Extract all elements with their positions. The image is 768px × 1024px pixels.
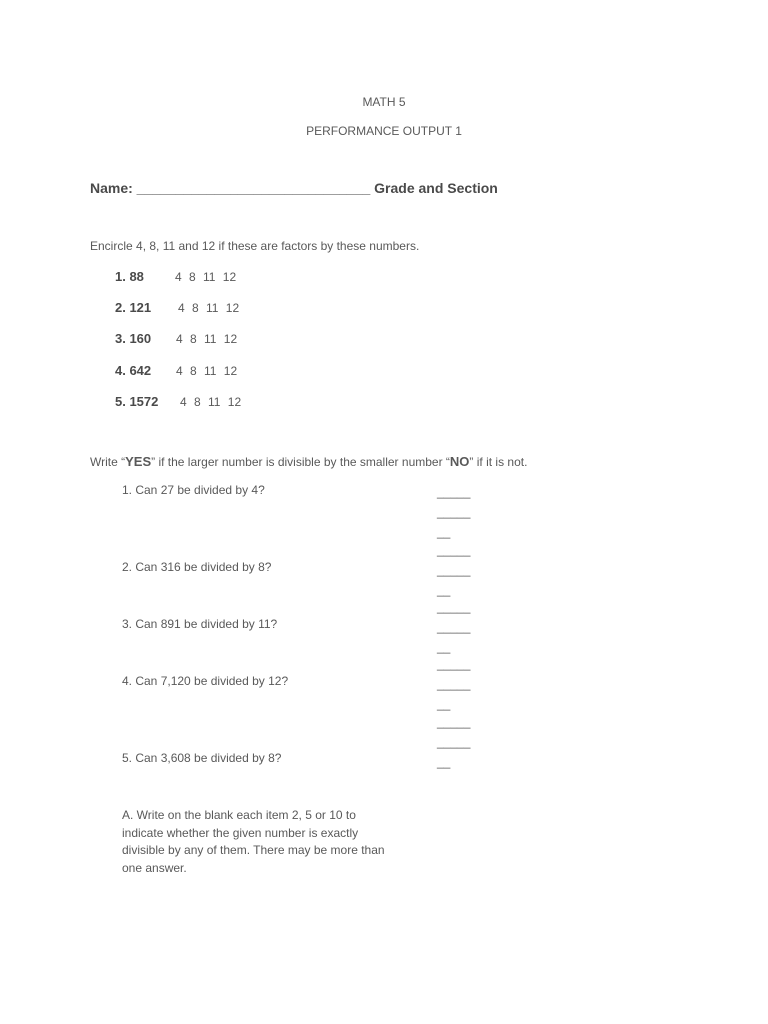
subject-title: MATH 5 — [362, 95, 406, 109]
part1-item-label: 4. 642 — [115, 363, 152, 378]
question-item: 5. Can 3,608 be divided by 8? — [122, 751, 282, 765]
answer-blank[interactable]: __ — [437, 755, 451, 769]
part2-instruction-post: ” if it is not. — [469, 455, 528, 469]
answer-blank[interactable]: __ — [437, 583, 451, 597]
part1-item-label: 1. 88 — [115, 269, 144, 284]
answer-blank[interactable]: _____ — [437, 505, 471, 519]
part1-item-choices: 4 8 11 12 — [176, 364, 238, 378]
question-item: 1. Can 27 be divided by 4? — [122, 483, 265, 497]
answer-blank[interactable]: __ — [437, 697, 451, 711]
yes-keyword: YES — [125, 454, 152, 469]
part1-item-choices: 4 8 11 12 — [178, 301, 240, 315]
part1-item-choices: 4 8 11 12 — [175, 270, 237, 284]
answer-blank[interactable]: _____ — [437, 600, 471, 614]
part1-item-label: 3. 160 — [115, 331, 152, 346]
part2-instruction-mid: ” if the larger number is divisible by the smaller number “ — [151, 455, 450, 469]
answer-blank[interactable]: _____ — [437, 715, 471, 729]
part1-item-label: 5. 1572 — [115, 394, 159, 409]
part2-instruction — [90, 454, 527, 469]
part2-instruction-pre: Write “ — [90, 455, 126, 469]
part1-instruction: Encircle 4, 8, 11 and 12 if these are factors by these numbers. — [90, 239, 420, 253]
answer-blank[interactable]: _____ — [437, 620, 471, 634]
question-item: 4. Can 7,120 be divided by 12? — [122, 674, 289, 688]
answer-blank[interactable]: _____ — [437, 485, 471, 499]
part1-item-choices: 4 8 11 12 — [180, 395, 242, 409]
question-item: 2. Can 316 be divided by 8? — [122, 560, 272, 574]
output-title: PERFORMANCE OUTPUT 1 — [306, 124, 462, 138]
no-keyword: NO — [449, 454, 470, 469]
part3-instruction: A. Write on the blank each item 2, 5 or 10 to indicate whether the given number is exactly divisible by any of them. There may be more than one answer. — [122, 808, 385, 875]
answer-blank[interactable]: _____ — [437, 657, 471, 671]
answer-blank[interactable]: __ — [437, 640, 451, 654]
name-grade-line: Name: ______________________________ Grade and Section — [90, 180, 498, 196]
answer-blank[interactable]: _____ — [437, 563, 471, 577]
answer-blank[interactable]: _____ — [437, 735, 471, 749]
answer-blank[interactable]: _____ — [437, 543, 471, 557]
answer-blank[interactable]: _____ — [437, 677, 471, 691]
answer-blank[interactable]: __ — [437, 525, 451, 539]
part1-item-choices: 4 8 11 12 — [176, 332, 238, 346]
question-item: 3. Can 891 be divided by 11? — [122, 617, 278, 631]
part1-item-label: 2. 121 — [115, 300, 152, 315]
